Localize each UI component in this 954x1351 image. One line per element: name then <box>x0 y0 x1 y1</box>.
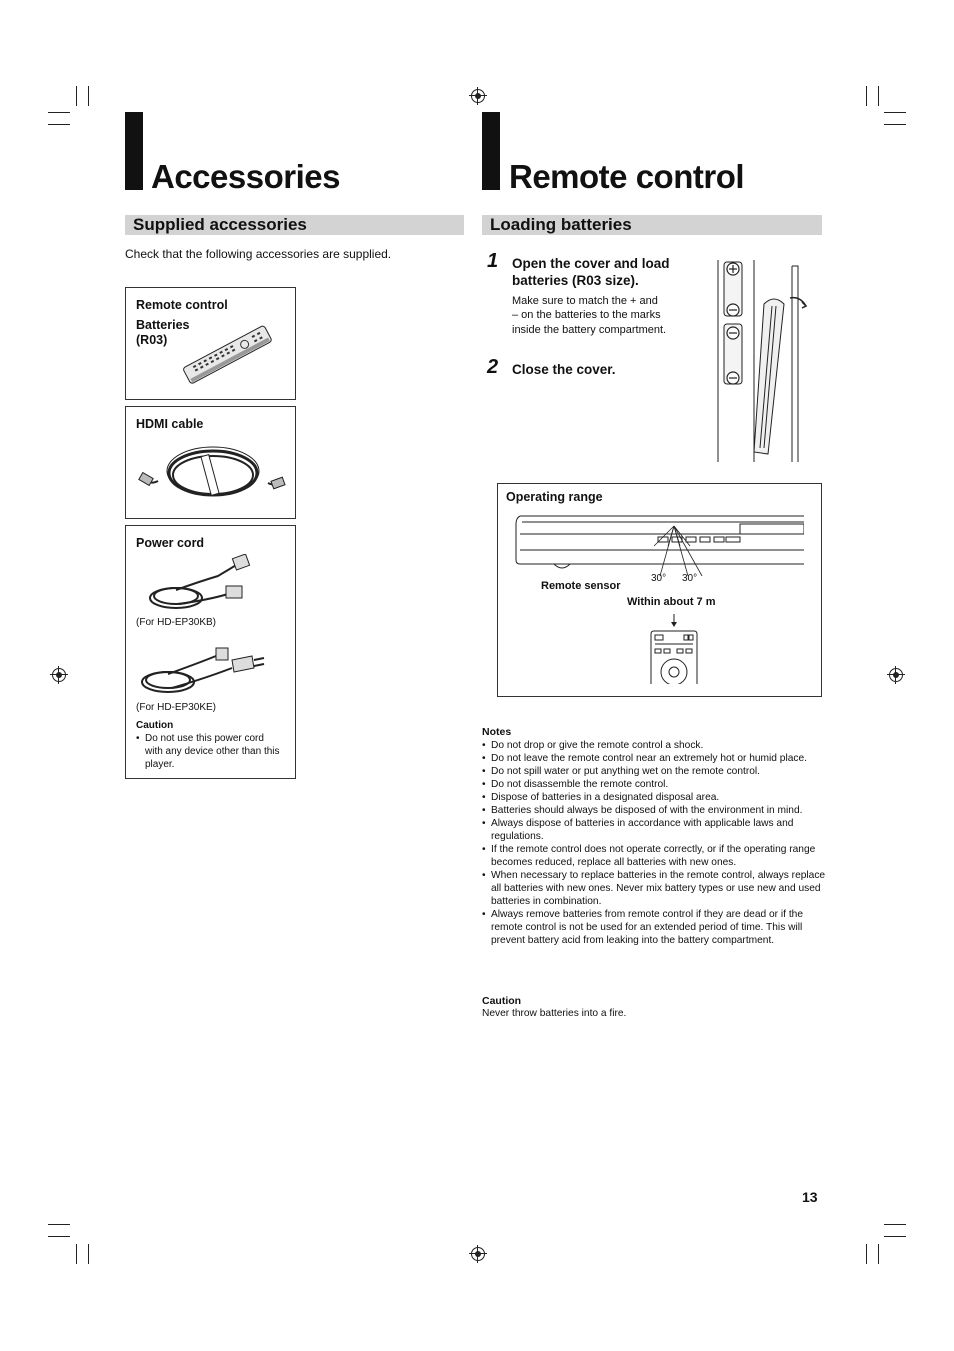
notes-title: Notes <box>482 726 512 738</box>
player-front-panel-illustration <box>514 512 804 576</box>
operating-range-box <box>497 483 822 697</box>
caution-title-right: Caution <box>482 995 522 1007</box>
note-item: • Do not leave the remote control near an extremely hot or humid place. <box>482 752 827 765</box>
caution-bullet-left: • <box>136 733 140 744</box>
caution-text-line-1: Do not use this power cord <box>145 733 264 744</box>
power-cord-ke-illustration <box>136 638 270 700</box>
registration-mark-top <box>471 89 485 103</box>
caution-text-line-3: player. <box>145 759 175 770</box>
battery-compartment-illustration <box>712 258 812 464</box>
step-1-desc-3: inside the battery compartment. <box>512 324 667 336</box>
step-1-desc-2: – on the batteries to the marks <box>512 309 661 321</box>
remote-sensor-label: Remote sensor <box>541 580 621 592</box>
section-heading-supplied-accessories: Supplied accessories <box>125 215 464 235</box>
accessory-box-power-cord <box>125 525 296 779</box>
operating-range-title: Operating range <box>506 490 603 504</box>
page-title-remote-control: Remote control <box>509 158 745 195</box>
section-heading-loading-batteries: Loading batteries <box>482 215 822 235</box>
note-item: • Do not disassemble the remote control. <box>482 778 827 791</box>
step-1-number: 1 <box>487 250 499 272</box>
registration-mark-right <box>889 668 903 682</box>
step-1-line-2: batteries (R03 size). <box>512 273 639 288</box>
label-r03: (R03) <box>136 333 168 347</box>
note-item: • Do not spill water or put anything wet on the remote control. <box>482 765 827 778</box>
step-2-text: Close the cover. <box>512 362 616 377</box>
hdmi-cable-illustration <box>138 443 288 511</box>
caution-title-left: Caution <box>136 720 174 731</box>
note-item: • When necessary to replace batteries in the remote control, always replace all batteries with new ones. Never mix battery types or use new and used batteries in combination. <box>482 869 827 908</box>
accessory-box-remote <box>125 287 296 400</box>
note-item: • Dispose of batteries in a designated disposal area. <box>482 791 827 804</box>
step-2-number: 2 <box>487 356 499 378</box>
accessory-box-hdmi <box>125 406 296 519</box>
note-item: • Do not drop or give the remote control a shock. <box>482 739 827 752</box>
label-remote-control: Remote control <box>136 298 228 312</box>
angle-right-label: 30° <box>682 573 698 584</box>
title-bar-right <box>482 112 500 190</box>
step-1-desc-1: Make sure to match the + and <box>512 295 658 307</box>
note-item: • Always dispose of batteries in accordance with applicable laws and regulations. <box>482 817 827 843</box>
label-for-hd-ep30kb: (For HD-EP30KB) <box>136 617 217 628</box>
angle-left-label: 30° <box>651 573 667 584</box>
notes-list <box>482 739 827 947</box>
remote-control-illustration <box>178 324 276 388</box>
registration-mark-bottom <box>471 1247 485 1261</box>
label-power-cord: Power cord <box>136 536 205 550</box>
title-bar-left <box>125 112 143 190</box>
power-cord-kb-illustration <box>138 554 258 616</box>
page-title-accessories: Accessories <box>151 158 340 195</box>
label-for-hd-ep30ke: (For HD-EP30KE) <box>136 702 217 713</box>
remote-top-illustration <box>650 630 698 684</box>
note-item: • Always remove batteries from remote control if they are dead or if the remote control is not be used for an extended period of time. This will prevent battery acid from leaking into the battery compartment. <box>482 908 827 947</box>
label-batteries: Batteries <box>136 318 190 332</box>
intro-text: Check that the following accessories are supplied. <box>125 247 392 261</box>
down-arrow-icon <box>669 614 679 628</box>
registration-mark-left <box>52 668 66 682</box>
label-hdmi-cable: HDMI cable <box>136 417 204 431</box>
distance-label: Within about 7 m <box>627 596 716 608</box>
caution-text-right: Never throw batteries into a fire. <box>482 1008 627 1019</box>
note-item: • If the remote control does not operate correctly, or if the operating range becomes reduced, replace all batteries with new ones. <box>482 843 827 869</box>
step-1-line-1: Open the cover and load <box>512 256 670 271</box>
caution-text-line-2: with any device other than this <box>145 746 280 757</box>
page-number: 13 <box>802 1189 818 1205</box>
note-item: • Batteries should always be disposed of with the environment in mind. <box>482 804 827 817</box>
